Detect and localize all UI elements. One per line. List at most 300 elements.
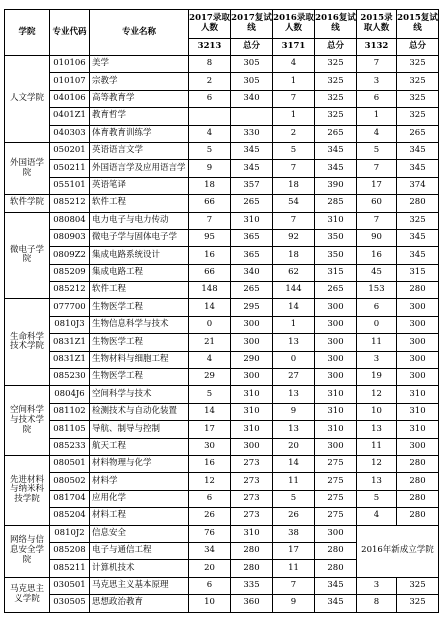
line-2016: 275: [315, 455, 357, 472]
line-2015: 325: [397, 108, 439, 125]
admit-2017: 14: [189, 299, 231, 316]
table-row: [5, 229, 439, 246]
line-2017: [231, 108, 273, 125]
admit-2017: 6: [189, 490, 231, 507]
admit-2017: 16: [189, 455, 231, 472]
line-2016: 350: [315, 229, 357, 246]
table-row: [5, 369, 439, 386]
total-2016-line: 总分: [315, 39, 357, 56]
major-code: 085211: [50, 560, 90, 577]
line-2015: 280: [397, 282, 439, 299]
admit-2017: 14: [189, 403, 231, 420]
admit-2017: 10: [189, 595, 231, 612]
admit-2016: 92: [273, 229, 315, 246]
college-name: 空间科学与技术学院: [5, 386, 50, 456]
line-2016: 345: [315, 160, 357, 177]
line-2016: 310: [315, 386, 357, 403]
line-2017: 300: [231, 334, 273, 351]
admit-2016: 17: [273, 542, 315, 559]
admit-2016: 5: [273, 142, 315, 159]
admit-2015: 13: [357, 473, 397, 490]
admit-2016: 144: [273, 282, 315, 299]
admit-2015: 4: [357, 508, 397, 525]
admit-2016: 7: [273, 577, 315, 594]
line-2016: 285: [315, 195, 357, 212]
line-2015: 325: [397, 212, 439, 229]
admit-2016: 27: [273, 369, 315, 386]
major-code: 085208: [50, 542, 90, 559]
line-2016: 280: [315, 542, 357, 559]
major-name: 电力电子与电力传动: [90, 212, 189, 229]
table-row: [5, 490, 439, 507]
admit-2015: 3: [357, 577, 397, 594]
major-name: 高等教育学: [90, 90, 189, 107]
line-2016: 280: [315, 560, 357, 577]
table-row: [5, 299, 439, 316]
major-name: 微电子学与固体电子学: [90, 229, 189, 246]
admit-2015: 4: [357, 125, 397, 142]
line-2017: 357: [231, 177, 273, 194]
line-2015: 325: [397, 56, 439, 73]
admit-2015: 10: [357, 403, 397, 420]
admit-2015: 7: [357, 160, 397, 177]
admit-2016: 13: [273, 421, 315, 438]
admit-2016: 18: [273, 177, 315, 194]
total-2017-admit: 3213: [189, 39, 231, 56]
table-row: [5, 421, 439, 438]
line-2015: 265: [397, 125, 439, 142]
admit-2017: 66: [189, 195, 231, 212]
header-college: 学院: [5, 10, 50, 56]
admit-2016: 38: [273, 525, 315, 542]
major-code: 080502: [50, 473, 90, 490]
header-2015-admit: 2015录取人数: [357, 10, 397, 39]
table-row: [5, 438, 439, 455]
admit-2015: 13: [357, 421, 397, 438]
major-name: 软件工程: [90, 195, 189, 212]
line-2017: 330: [231, 125, 273, 142]
major-name: 检测技术与自动化装置: [90, 403, 189, 420]
admit-2015: 11: [357, 334, 397, 351]
new-college-note: 2016年新成立学院: [357, 525, 439, 577]
line-2016: 275: [315, 490, 357, 507]
table-row: [5, 316, 439, 333]
line-2015: 300: [397, 334, 439, 351]
major-name: 生物信息科学与技术: [90, 316, 189, 333]
major-name: 生物材料与细胞工程: [90, 351, 189, 368]
college-name: 外国语学院: [5, 142, 50, 194]
header-2016-line: 2016复试线: [315, 10, 357, 39]
admit-2017: 4: [189, 351, 231, 368]
table-row: [5, 525, 439, 542]
major-name: 航天工程: [90, 438, 189, 455]
major-code: 050211: [50, 160, 90, 177]
admit-2015: 7: [357, 212, 397, 229]
admit-2017: 12: [189, 473, 231, 490]
admit-2016: 7: [273, 90, 315, 107]
line-2015: 345: [397, 160, 439, 177]
major-code: 030501: [50, 577, 90, 594]
table-row: [5, 90, 439, 107]
line-2017: 310: [231, 403, 273, 420]
major-code: 050201: [50, 142, 90, 159]
major-code: 081105: [50, 421, 90, 438]
table-row: [5, 108, 439, 125]
major-code: 0810J3: [50, 316, 90, 333]
admit-2016: 9: [273, 595, 315, 612]
admit-2015: 7: [357, 56, 397, 73]
admit-2017: 148: [189, 282, 231, 299]
line-2016: 310: [315, 421, 357, 438]
line-2016: 325: [315, 73, 357, 90]
admit-2017: 7: [189, 212, 231, 229]
admit-2015: 3: [357, 73, 397, 90]
line-2016: 325: [315, 56, 357, 73]
major-name: 生物医学工程: [90, 299, 189, 316]
admit-2015: 6: [357, 90, 397, 107]
line-2017: 305: [231, 73, 273, 90]
admit-2016: 9: [273, 403, 315, 420]
line-2015: 280: [397, 508, 439, 525]
major-code: 055101: [50, 177, 90, 194]
major-code: 040106: [50, 90, 90, 107]
major-code: 085230: [50, 369, 90, 386]
major-code: 080501: [50, 455, 90, 472]
admit-2016: 11: [273, 473, 315, 490]
line-2017: 300: [231, 369, 273, 386]
college-name: 马克思主义学院: [5, 577, 50, 612]
line-2015: 300: [397, 438, 439, 455]
table-row: [5, 160, 439, 177]
admit-2017: 34: [189, 542, 231, 559]
major-code: 080804: [50, 212, 90, 229]
major-code: 085233: [50, 438, 90, 455]
major-name: 计算机技术: [90, 560, 189, 577]
admit-2015: 11: [357, 438, 397, 455]
line-2016: 345: [315, 595, 357, 612]
major-name: 生物医学工程: [90, 369, 189, 386]
line-2015: 280: [397, 195, 439, 212]
line-2015: 325: [397, 595, 439, 612]
admit-2017: 30: [189, 438, 231, 455]
admit-2015: 1: [357, 108, 397, 125]
admit-2016: 7: [273, 212, 315, 229]
admit-2017: 2: [189, 73, 231, 90]
line-2017: 340: [231, 90, 273, 107]
major-code: 040303: [50, 125, 90, 142]
admit-2017: 0: [189, 316, 231, 333]
line-2017: 290: [231, 351, 273, 368]
admission-table: [4, 9, 439, 613]
table-row: [5, 334, 439, 351]
table-row: [5, 386, 439, 403]
header-major-name: 专业名称: [90, 10, 189, 56]
major-code: 085209: [50, 264, 90, 281]
line-2015: 280: [397, 455, 439, 472]
table-row: [5, 125, 439, 142]
line-2015: 325: [397, 73, 439, 90]
line-2017: 360: [231, 595, 273, 612]
admit-2017: 18: [189, 177, 231, 194]
admit-2016: 0: [273, 351, 315, 368]
line-2016: 275: [315, 473, 357, 490]
admit-2015: 8: [357, 595, 397, 612]
table-row: [5, 282, 439, 299]
line-2015: 310: [397, 386, 439, 403]
total-2017-line: 总分: [231, 39, 273, 56]
line-2015: 325: [397, 90, 439, 107]
line-2017: 265: [231, 195, 273, 212]
total-2015-line: 总分: [397, 39, 439, 56]
admit-2017: 20: [189, 560, 231, 577]
admit-2016: 14: [273, 455, 315, 472]
line-2017: 340: [231, 264, 273, 281]
admit-2017: 66: [189, 264, 231, 281]
admit-2017: 6: [189, 90, 231, 107]
major-code: 0804J6: [50, 386, 90, 403]
table-row: [5, 577, 439, 594]
admit-2015: 3: [357, 351, 397, 368]
table-row: [5, 403, 439, 420]
line-2017: 273: [231, 490, 273, 507]
header-2016-admit: 2016录取人数: [273, 10, 315, 39]
line-2015: 280: [397, 473, 439, 490]
line-2017: 300: [231, 438, 273, 455]
admit-2017: 17: [189, 421, 231, 438]
admit-2015: 12: [357, 386, 397, 403]
line-2015: 315: [397, 264, 439, 281]
line-2017: 273: [231, 508, 273, 525]
line-2015: 300: [397, 316, 439, 333]
table-row: [5, 508, 439, 525]
table-row: [5, 212, 439, 229]
line-2017: 335: [231, 577, 273, 594]
admit-2015: 45: [357, 264, 397, 281]
major-code: 080903: [50, 229, 90, 246]
admit-2015: 0: [357, 316, 397, 333]
major-name: 体育教育训练学: [90, 125, 189, 142]
admit-2016: 26: [273, 508, 315, 525]
total-2016-admit: 3171: [273, 39, 315, 56]
line-2015: 325: [397, 577, 439, 594]
major-code: 085212: [50, 282, 90, 299]
line-2016: 345: [315, 142, 357, 159]
admit-2015: 90: [357, 229, 397, 246]
admit-2017: 21: [189, 334, 231, 351]
major-name: 集成电路系统设计: [90, 247, 189, 264]
line-2017: 345: [231, 160, 273, 177]
line-2015: 300: [397, 351, 439, 368]
major-name: 马克思主义基本原理: [90, 577, 189, 594]
major-name: 软件工程: [90, 282, 189, 299]
college-name: 先进材料与纳米科技学院: [5, 455, 50, 525]
admit-2015: 153: [357, 282, 397, 299]
admit-2016: 7: [273, 160, 315, 177]
major-code: 0831Z1: [50, 351, 90, 368]
line-2016: 300: [315, 334, 357, 351]
admit-2015: 5: [357, 142, 397, 159]
table-row: [5, 142, 439, 159]
admit-2016: 4: [273, 56, 315, 73]
line-2016: 300: [315, 438, 357, 455]
header-2017-line: 2017复试线: [231, 10, 273, 39]
line-2016: 310: [315, 403, 357, 420]
major-name: 材料工程: [90, 508, 189, 525]
major-name: 英语笔译: [90, 177, 189, 194]
admit-2016: 1: [273, 316, 315, 333]
admit-2016: 62: [273, 264, 315, 281]
admit-2015: 12: [357, 455, 397, 472]
major-name: 教育哲学: [90, 108, 189, 125]
admit-2016: 2: [273, 125, 315, 142]
table-row: [5, 455, 439, 472]
admit-2017: [189, 108, 231, 125]
header-2017-admit: 2017录取人数: [189, 10, 231, 39]
table-row: [5, 195, 439, 212]
line-2016: 300: [315, 316, 357, 333]
major-name: 美学: [90, 56, 189, 73]
major-name: 信息安全: [90, 525, 189, 542]
line-2016: 325: [315, 108, 357, 125]
major-name: 材料物理与化学: [90, 455, 189, 472]
line-2016: 300: [315, 351, 357, 368]
admit-2017: 5: [189, 386, 231, 403]
table-row: [5, 177, 439, 194]
admit-2015: 60: [357, 195, 397, 212]
line-2016: 300: [315, 369, 357, 386]
major-code: 0810J2: [50, 525, 90, 542]
college-name: 生命科学技术学院: [5, 299, 50, 386]
total-2015-admit: 3132: [357, 39, 397, 56]
admit-2015: 5: [357, 490, 397, 507]
line-2017: 273: [231, 455, 273, 472]
table-row: [5, 73, 439, 90]
major-name: 材料学: [90, 473, 189, 490]
admit-2017: 5: [189, 142, 231, 159]
line-2017: 365: [231, 247, 273, 264]
admit-2016: 1: [273, 73, 315, 90]
line-2016: 265: [315, 282, 357, 299]
line-2015: 310: [397, 421, 439, 438]
major-name: 导航、制导与控制: [90, 421, 189, 438]
major-name: 空间科学与技术: [90, 386, 189, 403]
college-name: 人文学院: [5, 56, 50, 143]
line-2017: 265: [231, 282, 273, 299]
line-2016: 390: [315, 177, 357, 194]
line-2017: 310: [231, 212, 273, 229]
college-name: 网络与信息安全学院: [5, 525, 50, 577]
major-code: 085204: [50, 508, 90, 525]
admit-2017: 95: [189, 229, 231, 246]
major-code: 085212: [50, 195, 90, 212]
admit-2017: 76: [189, 525, 231, 542]
line-2017: 280: [231, 542, 273, 559]
admit-2017: 16: [189, 247, 231, 264]
admit-2017: 8: [189, 56, 231, 73]
table-row: [5, 351, 439, 368]
line-2017: 273: [231, 473, 273, 490]
line-2015: 345: [397, 142, 439, 159]
line-2017: 295: [231, 299, 273, 316]
admit-2016: 13: [273, 386, 315, 403]
admit-2015: 6: [357, 299, 397, 316]
admit-2016: 18: [273, 247, 315, 264]
table-row: [5, 247, 439, 264]
table-row: [5, 595, 439, 612]
line-2015: 300: [397, 299, 439, 316]
line-2015: 345: [397, 247, 439, 264]
header-2015-line: 2015复试线: [397, 10, 439, 39]
college-name: 微电子学院: [5, 212, 50, 299]
major-name: 应用化学: [90, 490, 189, 507]
line-2017: 310: [231, 525, 273, 542]
line-2015: 374: [397, 177, 439, 194]
line-2015: 310: [397, 403, 439, 420]
line-2016: 300: [315, 299, 357, 316]
admit-2016: 13: [273, 334, 315, 351]
line-2017: 345: [231, 142, 273, 159]
admit-2016: 1: [273, 108, 315, 125]
line-2016: 265: [315, 125, 357, 142]
table-row: [5, 56, 439, 73]
admit-2015: 17: [357, 177, 397, 194]
major-code: 030505: [50, 595, 90, 612]
line-2017: 280: [231, 560, 273, 577]
line-2017: 310: [231, 421, 273, 438]
admit-2017: 26: [189, 508, 231, 525]
table-row: [5, 264, 439, 281]
admit-2016: 11: [273, 560, 315, 577]
major-code: 081704: [50, 490, 90, 507]
line-2016: 275: [315, 508, 357, 525]
major-code: 0831Z1: [50, 334, 90, 351]
line-2016: 315: [315, 264, 357, 281]
major-code: 010107: [50, 73, 90, 90]
major-name: 思想政治教育: [90, 595, 189, 612]
line-2016: 325: [315, 90, 357, 107]
major-name: 宗教学: [90, 73, 189, 90]
line-2017: 365: [231, 229, 273, 246]
line-2015: 300: [397, 369, 439, 386]
admit-2016: 5: [273, 490, 315, 507]
major-code: 0809Z2: [50, 247, 90, 264]
header-major-code: 专业代码: [50, 10, 90, 56]
major-name: 集成电路工程: [90, 264, 189, 281]
major-name: 外国语言学及应用语言学: [90, 160, 189, 177]
major-code: 0401Z1: [50, 108, 90, 125]
major-name: 生物医学工程: [90, 334, 189, 351]
line-2017: 300: [231, 316, 273, 333]
line-2015: 280: [397, 490, 439, 507]
major-code: 077700: [50, 299, 90, 316]
line-2016: 350: [315, 247, 357, 264]
table-row: [5, 473, 439, 490]
major-code: 010106: [50, 56, 90, 73]
admit-2016: 20: [273, 438, 315, 455]
major-name: 电子与通信工程: [90, 542, 189, 559]
line-2016: 300: [315, 525, 357, 542]
admit-2017: 9: [189, 160, 231, 177]
line-2016: 310: [315, 212, 357, 229]
line-2016: 345: [315, 577, 357, 594]
college-name: 软件学院: [5, 195, 50, 212]
admit-2016: 14: [273, 299, 315, 316]
admit-2015: 16: [357, 247, 397, 264]
line-2017: 310: [231, 386, 273, 403]
admit-2015: 19: [357, 369, 397, 386]
admit-2016: 54: [273, 195, 315, 212]
admit-2017: 4: [189, 125, 231, 142]
